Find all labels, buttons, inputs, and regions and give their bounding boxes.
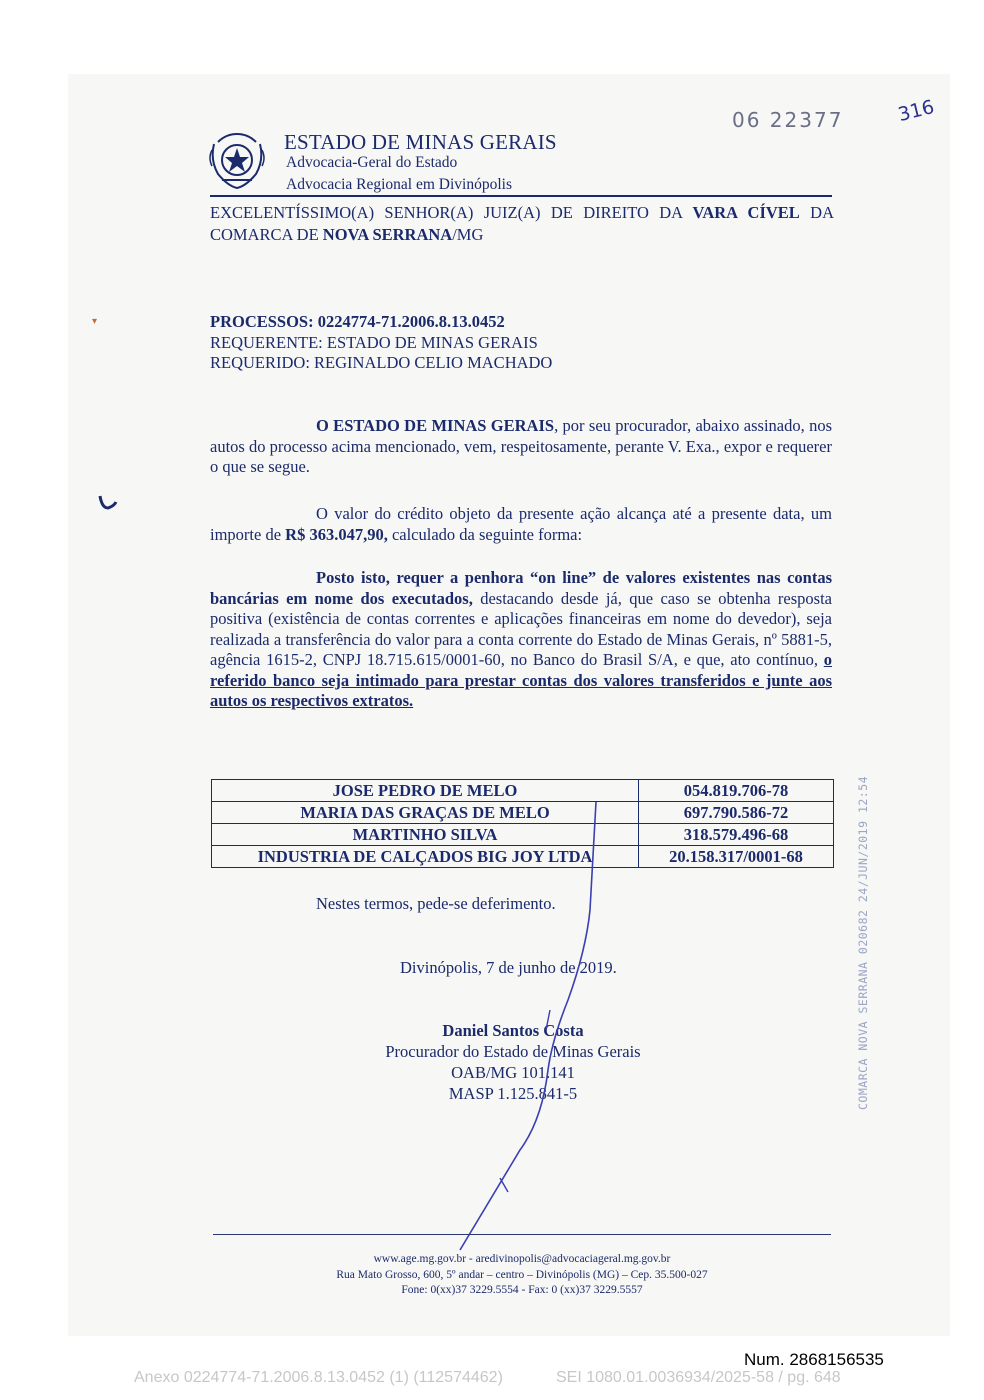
processos-line: PROCESSOS: 0224774-71.2006.8.13.0452	[210, 312, 505, 331]
signer-name: Daniel Santos Costa	[442, 1021, 584, 1040]
handwritten-page-number: 316	[895, 95, 937, 127]
letterhead-state: ESTADO DE MINAS GERAIS	[284, 130, 557, 154]
requerido-line: REQUERIDO: REGINALDO CELIO MACHADO	[210, 353, 553, 372]
debtor-document: 697.790.586-72	[639, 802, 834, 824]
stray-pen-mark-icon	[96, 494, 120, 512]
paragraph-introduction: O ESTADO DE MINAS GERAIS, por seu procurador, abaixo assinado, nos autos do processo acima mencionado, vem, respeitosamente, perante V. Exa., expor e requerer o que se segue.	[210, 416, 833, 476]
letterhead-org: Advocacia-Geral do Estado	[286, 154, 458, 171]
annex-watermark: Anexo 0224774-71.2006.8.13.0452 (1) (112574462)	[134, 1369, 503, 1386]
letterhead-regional: Advocacia Regional em Divinópolis	[286, 176, 512, 193]
debtor-document: 318.579.496-68	[639, 824, 834, 846]
letterhead-divider	[210, 195, 832, 197]
paragraph-request: Posto isto, requer a penhora “on line” de valores existentes nas contas bancárias em nome dos executados, destacando desde já, que caso se obtenha resposta positiva (existência de contas correntes e aplicações financeiras em nome do devedor), seja realizada a transferência do valor para a conta corrente do Estado de Minas Gerais, nº 5881-5, agência 1615-2, CNPJ 18.715.615/0001-60, no Banco do Brasil S/A, e que, ato contínuo, o referido banco seja intimado para prestar contas dos valores transferidos e junte aos autos os respectivos extratos.	[210, 568, 832, 710]
debtor-document: 054.819.706-78	[639, 780, 834, 802]
debtor-name: MARTINHO SILVA	[212, 824, 639, 846]
handwritten-reference: 06 22377	[732, 108, 844, 132]
debtor-name: MARIA DAS GRAÇAS DE MELO	[212, 802, 639, 824]
footer-phone: Fone: 0(xx)37 3229.5554 - Fax: 0 (xx)37 3229.5557	[401, 1284, 643, 1296]
signer-title: Procurador do Estado de Minas Gerais	[385, 1042, 641, 1061]
footer	[212, 1252, 832, 1299]
signer-oab: OAB/MG 101.141	[451, 1063, 575, 1082]
requerente-line: REQUERENTE: ESTADO DE MINAS GERAIS	[210, 332, 538, 352]
footer-divider	[213, 1234, 831, 1235]
case-info	[210, 312, 552, 374]
coat-of-arms-icon	[206, 130, 268, 190]
footer-web-email: www.age.mg.gov.br - aredivinopolis@advocaciageral.mg.gov.br	[373, 1253, 671, 1265]
sei-watermark: SEI 1080.01.0036934/2025-58 / pg. 648	[556, 1369, 841, 1386]
debtor-document: 20.158.317/0001-68	[639, 846, 834, 868]
debtor-name: JOSE PEDRO DE MELO	[212, 780, 639, 802]
document-number: Num. 2868156535	[744, 1350, 884, 1369]
addressee: EXCELENTÍSSIMO(A) SENHOR(A) JUIZ(A) DE DIREITO DA VARA CÍVEL DA COMARCA DE NOVA SERRANA/MG	[210, 203, 834, 244]
signer-masp: MASP 1.125.841-5	[448, 1084, 578, 1103]
date-line: Divinópolis, 7 de junho de 2019.	[400, 958, 617, 977]
closing-phrase: Nestes termos, pede-se deferimento.	[316, 894, 556, 913]
footer-address: Rua Mato Grosso, 600, 5º andar – centro – Divinópolis (MG) – Cep. 35.500-027	[336, 1268, 708, 1281]
stray-mark: ▾	[92, 316, 98, 327]
debtor-name: INDUSTRIA DE CALÇADOS BIG JOY LTDA	[212, 846, 639, 868]
table-row	[212, 780, 834, 802]
court-protocol-stamp: COMARCA NOVA SERRANA 020682 24/JUN/2019 12:54	[856, 775, 870, 1110]
handwritten-signature-icon	[440, 800, 610, 1260]
paragraph-credit-value: O valor do crédito objeto da presente ação alcança até a presente data, um importe de R$ 363.047,90, calculado da seguinte forma:	[210, 504, 832, 544]
